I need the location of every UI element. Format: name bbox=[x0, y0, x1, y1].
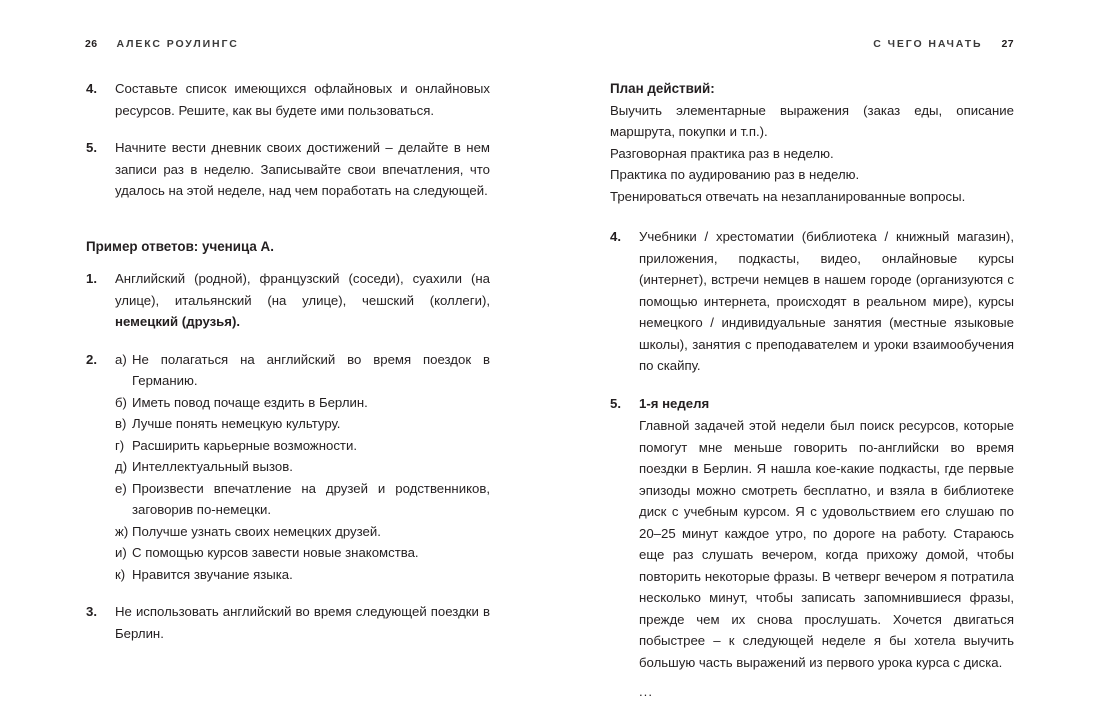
sublist-letter: г) bbox=[115, 437, 125, 453]
plan-line: Тренироваться отвечать на незапланированные вопросы. bbox=[610, 188, 966, 204]
spacer bbox=[610, 207, 1014, 226]
list-item bbox=[86, 349, 490, 586]
list-item bbox=[610, 226, 1014, 377]
page-number-left: 26 bbox=[85, 38, 98, 50]
list-item-number: 5. bbox=[86, 140, 97, 155]
sublist-letter: ж) bbox=[115, 523, 129, 539]
list-item-number: 2. bbox=[86, 351, 97, 367]
sublist-text: Интеллектуальный вызов. bbox=[132, 459, 293, 474]
answer-text-bold: немецкий (друзья). bbox=[115, 314, 241, 329]
sublist-item bbox=[115, 542, 490, 564]
sublist-letter: д) bbox=[115, 459, 128, 474]
list-item-number: 5. bbox=[610, 395, 621, 411]
ellipsis-marker: ... bbox=[639, 684, 653, 699]
sublist-text: Расширить карьерные возможности. bbox=[132, 437, 357, 453]
list-item-number: 4. bbox=[86, 81, 97, 96]
list-item-number: 1. bbox=[86, 271, 97, 286]
sublist-item bbox=[115, 521, 490, 543]
running-head-left-title: АЛЕКС РОУЛИНГС bbox=[116, 38, 239, 50]
sublist-item bbox=[115, 392, 490, 414]
sublist-text: Получше узнать своих немецких друзей. bbox=[132, 523, 381, 539]
sublist-letter: к) bbox=[115, 566, 126, 582]
list-item-number: 4. bbox=[610, 229, 621, 244]
plan-line: Выучить элементарные выражения (заказ еды, описание маршрута, покупки и т.п.). bbox=[610, 102, 1014, 139]
page-number-right: 27 bbox=[1001, 38, 1014, 50]
sublist-letter: б) bbox=[115, 394, 127, 410]
list-item-text: Составьте список имеющихся офлайновых и онлайновых ресурсов. Решите, как вы будете ими пользоваться. bbox=[115, 81, 490, 118]
sublist-item bbox=[115, 456, 490, 478]
plan-heading: План действий: bbox=[610, 81, 715, 96]
sublist-item bbox=[115, 413, 490, 435]
list-item-text: Не использовать английский во время следующей поездки в Берлин. bbox=[115, 604, 490, 641]
right-column bbox=[610, 78, 1014, 703]
list-item-text: Учебники / хрестоматии (библиотека / книжный магазин), приложения, подкасты, видео, онлайновые курсы (интернет), встречи немцев в нашем городе (организуются с помощью интернета, происходят в реальном мире), курсы немецкого / индивидуальные занятия (местные языковые школы), занятия с преподавателем и уроки взаимообучения по скайпу. bbox=[639, 229, 1014, 373]
sublist-text: Лучше понять немецкую культуру. bbox=[132, 416, 341, 431]
running-head-left bbox=[85, 38, 239, 50]
week-paragraph: Главной задачей этой недели был поиск ресурсов, которые помогут мне меньше говорить по-английски во время поездки в Берлин. Я нашла кое-какие подкасты, где первые эпизоды можно смотреть бесплатно, и взяла в библиотеке диск с учебным курсом. Я с удовольствием его слушаю по 20–25 минут каждое утро, по дороге на работу. Стараюсь еще раз слушать вечером, когда прихожу домой, чтобы повторить некоторые фразы. В четверг вечером я потратила несколько минут, чтобы записать запомнившиеся фразы, прежде чем их снова прослушать. Хочется двигаться побыстрее – к следующей неделе я бы хотела выучить большую часть выражений из первого урока курса с диска. bbox=[639, 418, 1014, 670]
left-column bbox=[86, 78, 490, 660]
list-item bbox=[86, 78, 490, 121]
plan-line: Практика по аудированию раз в неделю. bbox=[610, 167, 860, 182]
list-item bbox=[86, 268, 490, 333]
list-item-text bbox=[115, 268, 490, 333]
sublist-item bbox=[115, 349, 490, 392]
section-heading: Пример ответов: ученица А. bbox=[86, 238, 274, 254]
sublist-text: Нравится звучание языка. bbox=[132, 566, 293, 582]
sublist-text: Не полагаться на английский во время поездок в Германию. bbox=[132, 351, 490, 388]
sublist-letter: а) bbox=[115, 351, 127, 367]
sublist-item bbox=[115, 435, 490, 457]
lettered-sublist bbox=[115, 349, 490, 586]
running-head-right-title: С ЧЕГО НАЧАТЬ bbox=[873, 38, 983, 50]
sublist-letter: в) bbox=[115, 416, 127, 431]
sublist-text: Иметь повод почаще ездить в Берлин. bbox=[132, 394, 368, 410]
sublist-text: С помощью курсов завести новые знакомства. bbox=[132, 545, 419, 560]
list-item-text: Начните вести дневник своих достижений – делайте в нем записи раз в неделю. Записывайте свои впечатления, что удалось на этой неделе, над чем поработать на следующей. bbox=[115, 140, 490, 198]
sublist-item bbox=[115, 478, 490, 521]
list-item-number: 3. bbox=[86, 604, 97, 619]
answer-text-plain: Английский (родной), французский (соседи), суахили (на улице), итальянский (на улице), чешский (коллеги), bbox=[115, 271, 490, 308]
sublist-item bbox=[115, 564, 490, 586]
week-heading: 1-я неделя bbox=[639, 395, 710, 411]
list-item bbox=[86, 137, 490, 202]
list-item bbox=[86, 601, 490, 644]
sublist-text: Произвести впечатление на друзей и родственников, заговорив по-немецки. bbox=[132, 480, 490, 517]
plan-line: Разговорная практика раз в неделю. bbox=[610, 145, 834, 161]
list-item bbox=[610, 393, 1014, 703]
sublist-letter: и) bbox=[115, 545, 127, 560]
sublist-letter: е) bbox=[115, 480, 127, 496]
list-item-content bbox=[639, 393, 1014, 703]
running-head-right bbox=[873, 38, 1014, 50]
